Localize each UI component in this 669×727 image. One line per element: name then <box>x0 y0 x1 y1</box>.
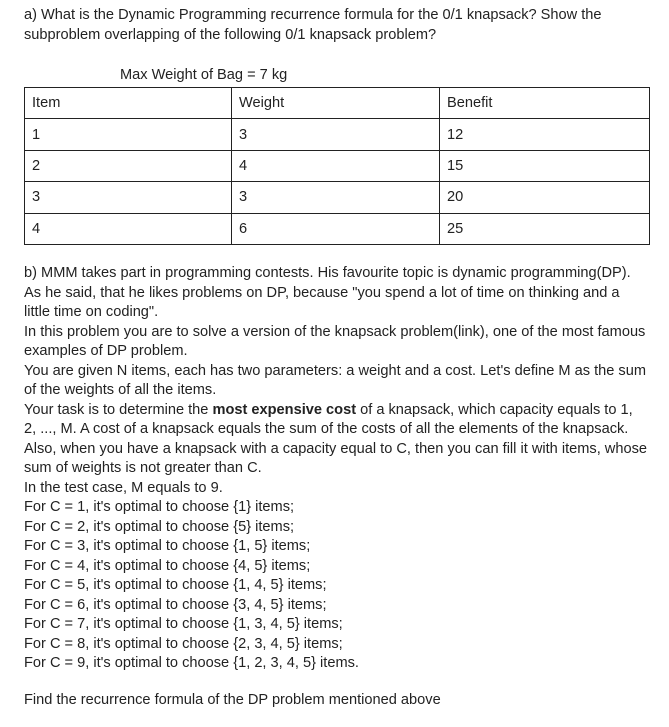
table-caption: Max Weight of Bag = 7 kg <box>120 67 288 83</box>
cell-weight: 4 <box>232 150 440 181</box>
table-row <box>25 119 650 150</box>
cell-benefit: 15 <box>440 150 650 181</box>
header-weight: Weight <box>232 88 440 119</box>
final-question: Find the recurrence formula of the DP problem mentioned above <box>24 692 441 708</box>
cell-item: 4 <box>25 213 232 244</box>
problem-knapsack-note: In this problem you are to solve a version of the knapsack problem(link), one of the most famous examples of DP problem. <box>24 323 646 359</box>
cell-item: 3 <box>25 182 232 213</box>
case-line: For C = 4, it's optimal to choose {4, 5} items; <box>24 557 311 574</box>
table-row <box>25 182 650 213</box>
cell-item: 2 <box>25 150 232 181</box>
question-b <box>24 264 648 674</box>
question-a: a) What is the Dynamic Programming recurrence formula for the 0/1 knapsack? Show the subproblem overlapping of the following 0/1 knapsack problem? <box>24 7 602 43</box>
cell-benefit: 12 <box>440 119 650 150</box>
table-header-row <box>25 88 650 119</box>
case-line: For C = 6, it's optimal to choose {3, 4, 5} items; <box>24 596 327 613</box>
task-text-before: Your task is to determine the <box>24 401 213 418</box>
case-line: For C = 3, it's optimal to choose {1, 5} items; <box>24 538 311 554</box>
cell-benefit: 20 <box>440 182 650 213</box>
cell-weight: 3 <box>232 182 440 213</box>
problem-items-definition: You are given N items, each has two parameters: a weight and a cost. Let's define M as the sum of the weights of all the items. <box>24 362 647 398</box>
case-line: For C = 8, it's optimal to choose {2, 3, 4, 5} items; <box>24 635 343 652</box>
header-benefit: Benefit <box>440 88 650 119</box>
task-text-after: of a knapsack, which capacity equals to 1, 2, ..., M. A cost of a knapsack equals the sum of the costs of all the elements of the knapsack. Also, when you have a knapsack with a capacity equal to C, then you can fill it with items, whose sum of weights is not greater than C. <box>24 401 647 476</box>
knapsack-table <box>24 87 650 245</box>
case-line: For C = 2, it's optimal to choose {5} items; <box>24 518 295 535</box>
table-row <box>25 213 650 244</box>
problem-task <box>24 401 648 479</box>
case-line: For C = 7, it's optimal to choose {1, 3, 4, 5} items; <box>24 616 343 632</box>
table-row <box>25 150 650 181</box>
cell-item: 1 <box>25 119 232 150</box>
test-case-intro: In the test case, M equals to 9. <box>24 479 223 496</box>
case-line: For C = 9, it's optimal to choose {1, 2, 3, 4, 5} items. <box>24 655 359 671</box>
case-line: For C = 5, it's optimal to choose {1, 4, 5} items; <box>24 577 327 593</box>
case-line: For C = 1, it's optimal to choose {1} items; <box>24 499 295 515</box>
task-bold-phrase: most expensive cost <box>212 401 357 418</box>
problem-intro: b) MMM takes part in programming contests. His favourite topic is dynamic programming(DP). As he said, that he likes problems on DP, because "you spend a lot of time on thinking and a little time on coding". <box>24 265 631 320</box>
cell-weight: 3 <box>232 119 440 150</box>
cell-benefit: 25 <box>440 213 650 244</box>
header-item: Item <box>25 88 232 119</box>
cell-weight: 6 <box>232 213 440 244</box>
